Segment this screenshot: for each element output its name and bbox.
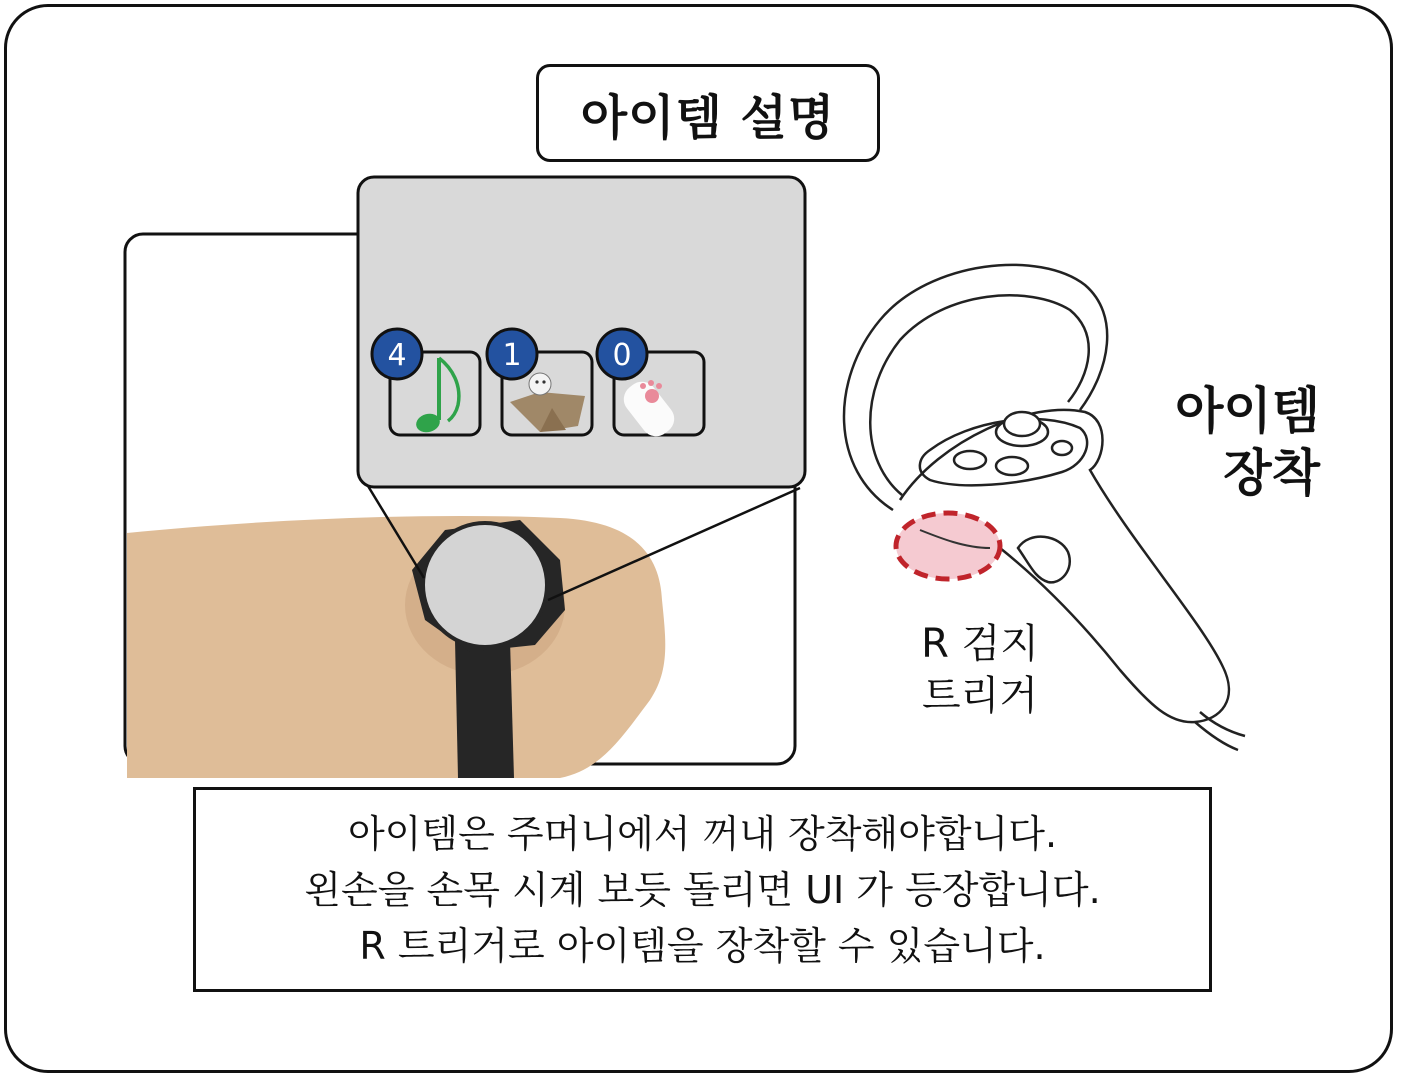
trigger-label-line: R 검지 (921, 621, 1039, 667)
oculus-button (1052, 441, 1072, 455)
count-badge-value: 1 (502, 338, 522, 373)
trigger-label (880, 618, 1080, 722)
button-b (954, 451, 986, 469)
equip-label-line: 아이템 (1175, 382, 1320, 440)
inventory-panel (358, 177, 805, 487)
description-line: 왼손을 손목 시계 보듯 돌리면 UI 가 등장합니다. (304, 867, 1101, 912)
page-title-text: 아이템 설명 (580, 89, 836, 146)
trigger-highlight (896, 513, 1000, 579)
forearm (127, 516, 665, 778)
equip-label (1120, 380, 1320, 504)
description-box (193, 787, 1212, 992)
count-badge-value: 0 (612, 338, 632, 373)
watch-strap (455, 640, 514, 778)
count-badge-value: 4 (387, 338, 407, 373)
watch-face (423, 523, 547, 647)
button-a (996, 457, 1028, 475)
description-line: 아이템은 주머니에서 꺼내 장착해야합니다. (347, 811, 1058, 856)
description-line: R 트리거로 아이템을 장착할 수 있습니다. (359, 923, 1046, 968)
equip-label-line: 장착 (1223, 444, 1320, 502)
page-title (536, 64, 880, 162)
grip-trigger (1018, 537, 1070, 583)
trigger-label-line: 트리거 (922, 673, 1038, 719)
